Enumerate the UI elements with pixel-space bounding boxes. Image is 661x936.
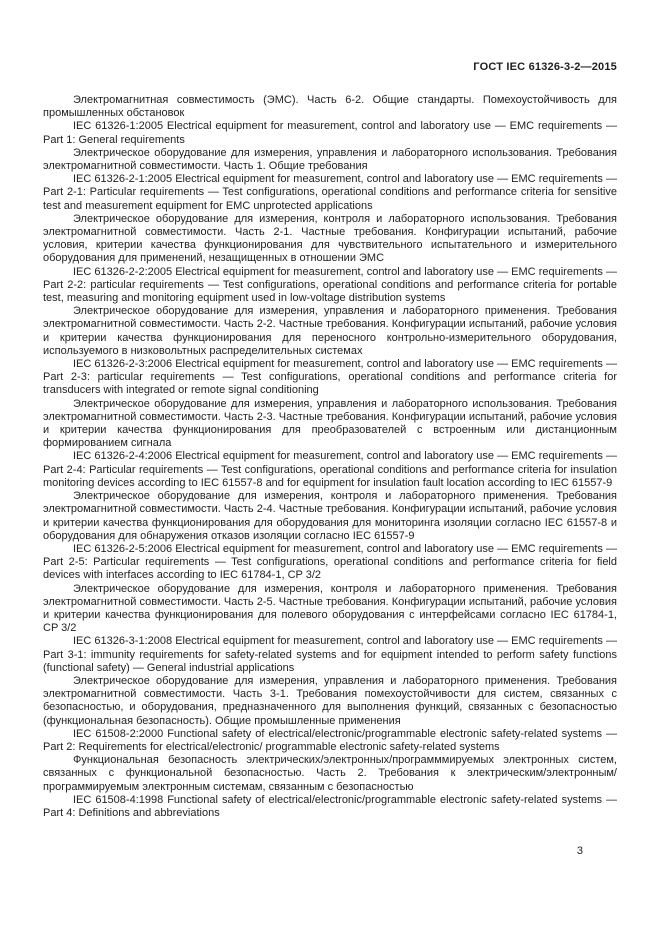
paragraph: Электрическое оборудование для измерения, управления и лабораторного применения. Требования электромагнитной совместимости. Часть 3-1. Требования помехоустойчивости для систем, связанных с безопасностью, и оборудования, предназначенного для выполнения функций, связанных с безопасностью (функциональная безопасность). Общие промышленные применения: [43, 674, 617, 727]
page-number: 3: [576, 845, 583, 857]
paragraph: IEC 61326-1:2005 Electrical equipment for measurement, control and laboratory use — EMC requirements — Part 1: General requirements: [43, 120, 617, 146]
document-body: [43, 94, 617, 820]
paragraph: IEC 61326-2-2:2005 Electrical equipment for measurement, control and laboratory use — EMC requirements — Part 2-2: particular requirements — Test configurations, operational conditions and performance criteria for portable test, measuring and monitoring equipment used in low-voltage distribution systems: [43, 265, 617, 305]
paragraph: Электромагнитная совместимость (ЭМС). Часть 6-2. Общие стандарты. Помехоустойчивость для промышленных обстановок: [43, 94, 617, 120]
paragraph: IEC 61326-3-1:2008 Electrical equipment for measurement, control and laboratory use — EMC requirements — Part 3-1: immunity requirements for safety-related systems and for equipment intended to perform safety functions (functional safety) — General industrial applications: [43, 635, 617, 674]
paragraph: IEC 61326-2-4:2006 Electrical equipment for measurement, control and laboratory use — EMC requirements — Part 2-4: Particular requirements — Test configurations, operational conditions and performance criteria for insulation monitoring devices according to IEC 61557-8 and for equipment for insulation fault location according to IEC 61557-9: [43, 450, 617, 489]
paragraph: Электрическое оборудование для измерения, контроля и лабораторного применения. Требования электромагнитной совместимости. Часть 2-5. Частные требования. Конфигурации испытаний, рабочие условия и критерии качества функционирования для полевого оборудования с интерфейсами согласно IEC 61784-1, CP 3/2: [43, 582, 617, 635]
paragraph: IEC 61508-4:1998 Functional safety of electrical/electronic/programmable electronic safety-related systems — Part 4: Definitions and abbreviations: [43, 793, 617, 819]
paragraph: Электрическое оборудование для измерения, контроля и лабораторного применения. Требования электромагнитной совместимости. Часть 2-4. Частные требования. Конфигурации испытаний, рабочие условия и критерии качества функционирования для оборудования для мониторинга изоляции согласно IEC 61557-8 и оборудования для обнаружения отказов изоляции согласно IEC 61557-9: [43, 490, 617, 542]
paragraph: Электрическое оборудование для измерения, управления и лабораторного использования. Требования электромагнитной совместимости. Часть 1. Общие требования: [43, 146, 617, 173]
paragraph: IEC 61326-2-3:2006 Electrical equipment for measurement, control and laboratory use — EMC requirements — Part 2-3: particular requirements — Test configurations, operational conditions and performance criteria for transducers with integrated or remote signal conditioning: [43, 358, 617, 397]
paragraph: IEC 61508-2:2000 Functional safety of electrical/electronic/programmable electronic safety-related systems — Part 2: Requirements for electrical/electronic/ programmable electronic safety-related systems: [43, 727, 617, 753]
paragraph: Функциональная безопасность электрических/электронных/программмируемых электронных систем, связанных с функциональной безопасностью. Часть 2. Требования к электрическим/электронным/программируемым электронным системам, связанным с безопасностью: [43, 754, 617, 793]
running-header: ГОСТ IEC 61326-3-2—2015: [473, 61, 617, 73]
paragraph: Электрическое оборудование для измерения, управления и лабораторного применения. Требования электромагнитной совместимости. Часть 2-2. Частные требования. Конфигурации испытаний, рабочие условия и критерии качества функционирования для переносного контрольно-измерительного оборудования, используемого в низковольтных распределительных системах: [43, 305, 617, 357]
paragraph: Электрическое оборудование для измерения, управления и лабораторного использования. Требования электромагнитной совместимости. Часть 2-3. Частные требования. Конфигурации испытаний, рабочие условия и критерии качества функционирования для преобразователей с встроенным или дистанционным формированием сигнала: [43, 397, 617, 450]
paragraph: IEC 61326-2-5:2006 Electrical equipment for measurement, control and laboratory use — EMC requirements — Part 2-5: Particular requirements — Test configurations, operational conditions and performance criteria for field devices with interfaces according to IEC 61784-1, CP 3/2: [43, 542, 617, 582]
paragraph: IEC 61326-2-1:2005 Electrical equipment for measurement, control and laboratory use — EMC requirements — Part 2-1: Particular requirements — Test configurations, operational conditions and performance criteria for sensitive test and measurement equipment for EMC unprotected applications: [43, 173, 617, 212]
paragraph: Электрическое оборудование для измерения, контроля и лабораторного использования. Требования электромагнитной совместимости. Часть 2-1. Частные требования. Конфигурации испытаний, рабочие условия, критерии качества функционирования для чувствительного испытательного и измерительного оборудования для применений, незащищенных в отношении ЭМС: [43, 212, 617, 265]
